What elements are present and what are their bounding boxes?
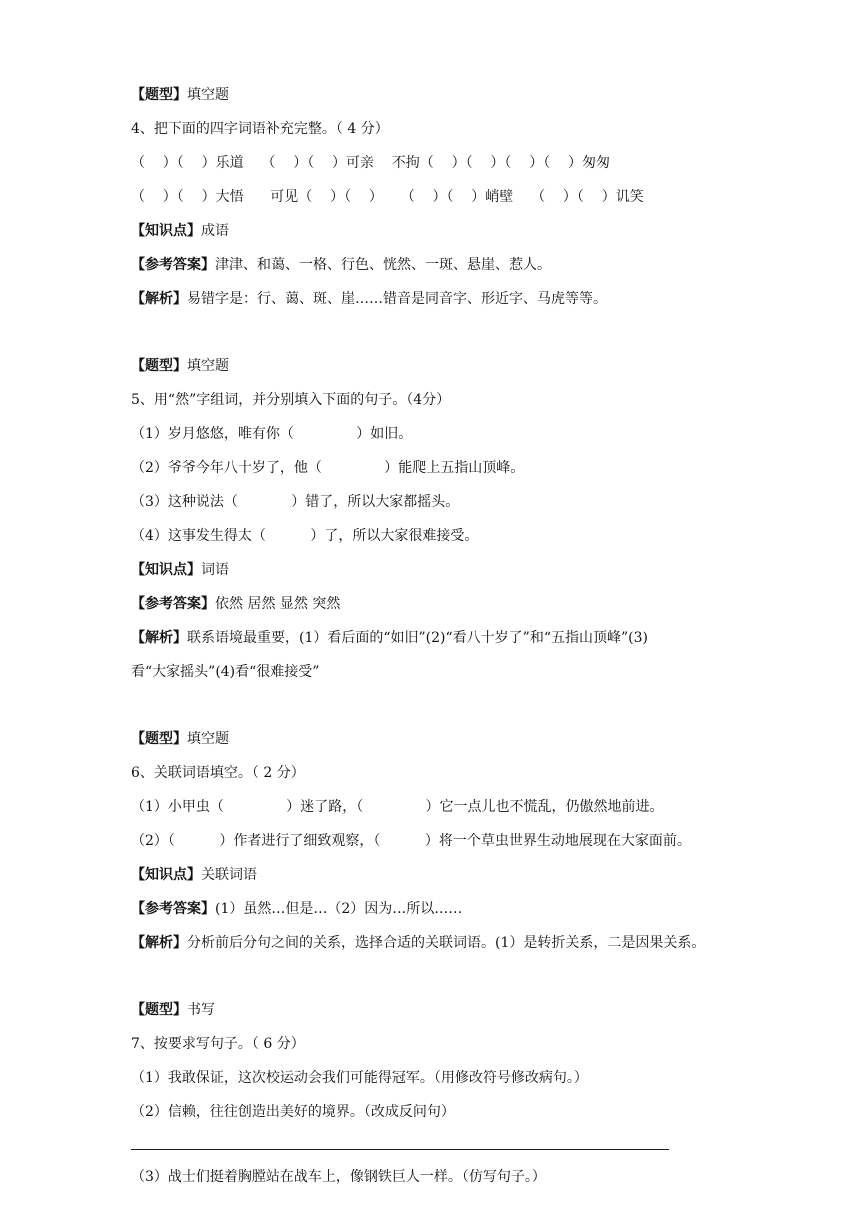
type-tag: 【题型】	[131, 358, 187, 374]
answer-writing-line	[131, 1149, 669, 1150]
analysis-tag: 【解析】	[131, 630, 187, 646]
knowledge-value: 成语	[201, 223, 229, 239]
answer-value: 津津、和蔼、一格、行色、恍然、一斑、悬崖、惹人。	[215, 257, 551, 273]
question-7-item-3: （3）战士们挺着胸膛站在战车上，像钢铁巨人一样。（仿写句子。）	[131, 1169, 546, 1185]
analysis-5-continued: 看“大家摇头”(4)看“很难接受”	[131, 664, 320, 680]
analysis-6	[131, 933, 705, 953]
answer-tag: 【参考答案】	[131, 596, 215, 612]
question-type-5	[131, 356, 229, 376]
analysis-text: 联系语境最重要，(1）看后面的“如旧”(2)“看八十岁了”和“五指山顶峰”(3)	[187, 630, 648, 646]
analysis-4	[131, 289, 607, 309]
question-type-7	[131, 1000, 215, 1020]
knowledge-value: 关联词语	[201, 867, 257, 883]
question-7-prompt: 7、按要求写句子。（ 6 分）	[131, 1036, 305, 1052]
knowledge-point-5	[131, 560, 229, 580]
analysis-text: 分析前后分句之间的关系，选择合适的关联词语。(1）是转折关系，二是因果关系。	[187, 935, 706, 951]
answer-tag: 【参考答案】	[131, 257, 215, 273]
question-6-item-2: （2）（ ）作者进行了细致观察，（ ）将一个草虫世界生动地展现在大家面前。	[131, 833, 691, 849]
knowledge-tag: 【知识点】	[131, 223, 201, 239]
type-value: 填空题	[187, 87, 229, 103]
answer-value: (1）虽然…但是…（2）因为…所以……	[215, 901, 463, 917]
question-5-item-3: （3）这种说法（ ）错了，所以大家都摇头。	[131, 494, 460, 510]
knowledge-tag: 【知识点】	[131, 562, 201, 578]
type-value: 书写	[187, 1002, 215, 1018]
question-6-prompt: 6、关联词语填空。（ 2 分）	[131, 765, 305, 781]
question-5-prompt: 5、用“然”字组词，并分别填入下面的句子。（4分）	[131, 392, 451, 408]
analysis-text: 易错字是：行、蔼、斑、崖……错音是同音字、形近字、马虎等等。	[187, 291, 607, 307]
question-7-item-2: （2）信赖，往往创造出美好的境界。（改成反问句）	[131, 1104, 455, 1120]
question-4-blank-line-1: （ ）（ ）乐道 （ ）（ ）可亲 不拘（ ）（ ）（ ）（ ）匆匆	[131, 155, 611, 171]
answer-tag: 【参考答案】	[131, 901, 215, 917]
question-type-4	[131, 85, 229, 105]
question-6-item-1: （1）小甲虫（ ）迷了路，（ ）它一点儿也不慌乱，仍傲然地前进。	[131, 799, 664, 815]
analysis-tag: 【解析】	[131, 291, 187, 307]
knowledge-value: 词语	[201, 562, 229, 578]
question-5-item-4: （4）这事发生得太（ ）了，所以大家很难接受。	[131, 528, 479, 544]
analysis-5	[131, 628, 648, 648]
question-7-item-1: （1）我敢保证，这次校运动会我们可能得冠军。（用修改符号修改病句。）	[131, 1070, 588, 1086]
type-tag: 【题型】	[131, 87, 187, 103]
knowledge-point-4	[131, 221, 229, 241]
question-type-6	[131, 729, 229, 749]
type-tag: 【题型】	[131, 1002, 187, 1018]
analysis-tag: 【解析】	[131, 935, 187, 951]
question-5-item-2: （2）爷爷今年八十岁了，他（ ）能爬上五指山顶峰。	[131, 460, 525, 476]
reference-answer-6	[131, 899, 462, 919]
answer-value: 依然 居然 显然 突然	[215, 596, 341, 612]
type-value: 填空题	[187, 358, 229, 374]
question-4-blank-line-2: （ ）（ ）大悟 可见（ ）（ ） （ ）（ ）峭壁 （ ）（ ）讥笑	[131, 189, 644, 205]
type-value: 填空题	[187, 731, 229, 747]
question-5-item-1: （1）岁月悠悠，唯有你（ ）如旧。	[131, 426, 413, 442]
type-tag: 【题型】	[131, 731, 187, 747]
knowledge-point-6	[131, 865, 257, 885]
question-4-prompt: 4、把下面的四字词语补充完整。（ 4 分）	[131, 121, 389, 137]
reference-answer-5	[131, 594, 340, 614]
reference-answer-4	[131, 255, 551, 275]
knowledge-tag: 【知识点】	[131, 867, 201, 883]
